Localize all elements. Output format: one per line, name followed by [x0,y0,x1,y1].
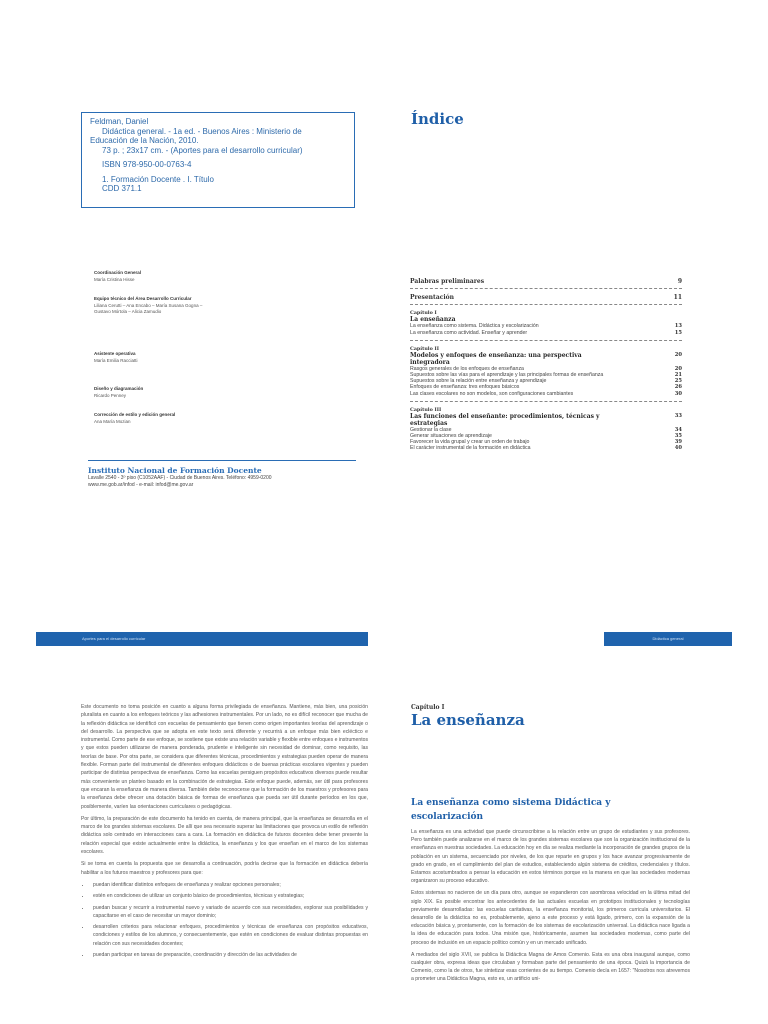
catalog-record [81,112,355,208]
toc-chapter [410,310,682,340]
toc-item-title: Rasgos generales de los enfoques de enseñanza [410,365,524,372]
toc-entry-page: 9 [677,278,682,285]
toc-item-title: Enfoques de enseñanza: tres enfoques básicos [410,384,520,391]
bullet-list [81,881,368,959]
toc-item[interactable] [410,330,682,336]
catalog-title: Didáctica general. - 1a ed. - Buenos Aires : Ministerio de [102,126,302,136]
toc-item-title: Supuestos sobre las vías para el aprendizaje y las principales formas de enseñanza [410,372,604,379]
institute-address: Lavalle 2540 - 3º piso (C1052AAF) - Ciudad de Buenos Aires. Teléfono: 4959-0200 [88,475,272,481]
toc-item-title: Favorecer la vida grupal y crear un orden de trabajo [410,439,530,446]
catalog-extent: 73 p. ; 23x17 cm. - (Aportes para el desarrollo curricular) [102,145,303,155]
toc-item-page: 40 [674,445,682,452]
body-text-left [81,703,368,962]
credit-block [94,270,141,283]
footer-series-title: Aportes para el desarrollo curricular [82,636,146,641]
toc-item[interactable] [410,445,682,451]
toc-item-page: 26 [674,384,682,391]
credit-label: Asistente operativa [94,351,136,356]
bullet-item: • puedan identificar distintos enfoques de enseñanza y realizar opciones personales; [91,881,368,889]
toc-item-title: La enseñanza como actividad. Enseñar y aprender [410,329,528,336]
credit-name: Ana María Mozian [94,418,131,424]
section-title: La enseñanza como sistema Didáctica y escolarización [411,798,611,822]
catalog-publisher: Educación de la Nación, 2010. [90,136,199,145]
credit-block [94,296,202,316]
toc-item-page: 15 [674,329,682,336]
toc-chapter-title: La enseñanza [410,316,456,324]
catalog-isbn: ISBN 978-950-00-0763-4 [102,160,192,169]
table-of-contents [410,276,682,452]
credit-name: Liliana Cerutti – Ana Encabo – María Susana Gogna – [94,302,203,308]
credit-block [94,386,143,399]
toc-chapter-title: Las funciones del enseñante: procedimientos, técnicas y estrategias [410,412,600,427]
credit-name: Ricardo Penney [94,392,127,398]
toc-chapter-page: 33 [674,412,682,419]
toc-entry[interactable] [410,292,682,305]
credit-name: María Emilia Racciatti [94,357,138,363]
catalog-subject: 1. Formación Docente . I. Título [102,174,214,184]
chapter-label: Capítulo I [411,704,445,711]
toc-chapter-heading[interactable] [410,352,682,366]
toc-chapter-page: 20 [674,351,682,358]
toc-item-title: Las clases escolares no son modelos, son configuraciones cambiantes [410,390,574,397]
index-title: Índice [411,110,464,128]
bullet-item: • estén en condiciones de utilizar un conjunto básico de procedimientos, técnicas y estrategias; [91,892,368,900]
toc-entry-page: 11 [673,294,682,302]
toc-item-title: Generar situaciones de aprendizaje [410,433,492,440]
toc-chapter-label: Capítulo II [410,345,439,352]
toc-item-page: 35 [674,433,682,440]
toc-item-page: 21 [674,372,682,379]
credit-label: Corrección de estilo y edición general [94,412,176,417]
chapter-title: La enseñanza [411,711,525,729]
bullet-item: • puedan participar en tareas de preparación, coordinación y dirección de las actividades de [91,951,368,959]
toc-item-title: Gestionar la clase [410,426,452,433]
bullet-item: • puedan buscar y recurrir a instrumental nuevo y variado de acuerdo con sus necesidades, explorar sus posibilidades y capacitarse en el caso de necesitar un mayor dominio; [91,904,368,921]
toc-chapter-label: Capítulo III [410,406,442,413]
credit-label: Diseño y diagramación [94,386,144,391]
bullet-item: • desarrollen criterios para relacionar enfoques, procedimientos y técnicas de enseñanza con propósitos educativos, condiciones y estilos de los alumnos, y consecuentemente, que estén en condiciones de evaluar distintas propuestas en relación con sus necesidades docentes; [91,923,368,948]
paragraph: La enseñanza es una actividad que puede circunscribirse a la relación entre un grupo de estudiantes y sus profesores. Pero también puede analizarse en el marco de los grandes sistemas escolares que son la organización institucional de la enseñanza en nuestras sociedades. La educación hoy en día se realiza mediante la incorporación de grandes grupos de la población en un sistema, secuenciado por niveles, de los que reparte en grupos y los hace avanzar progresivamente de grado en grado, en el cumplimiento del plan de estudios, estableciendo algún sistema de créditos, credenciales y títulos. Estamos acostumbrados a pensar la educación en estos términos porque es la manera en que las sociedades modernas organizaron su proceso educativo. [411,829,690,885]
credit-block [94,351,138,364]
institute-name: Instituto Nacional de Formación Docente [88,466,262,475]
credit-block [94,412,175,425]
toc-item-title: El carácter instrumental de la formación en didáctica [410,445,531,452]
credit-name: Gustavo Mórtola – Alicia Zamudio [94,309,162,314]
body-text-right [411,828,690,988]
paragraph: Por último, la preparación de este documento ha tenido en cuenta, de manera principal, que la enseñanza se desarrolla en el marco de los grandes sistemas escolares. De allí que sea necesario superar las limitaciones que provoca un estilo de reflexión didáctica solo centrado en interacciones cara a cara. La formación en didáctica de futuros docentes debe tener presente la relación especial que existe actualmente entre la didáctica, la enseñanza y los que enseñan en el marco de los sistemas escolares. [81,815,368,856]
catalog-author: Feldman, Daniel [90,117,149,126]
toc-item-title: La enseñanza como sistema. Didáctica y escolarización [410,323,539,330]
toc-item-page: 39 [674,439,682,446]
toc-chapter-title: Modelos y enfoques de enseñanza: una perspectiva integradora [410,351,582,366]
toc-item-title: Supuestos sobre la relación entre enseñanza y aprendizaje [410,378,547,385]
toc-entry-title: Presentación [410,294,455,302]
footer-bar-right [604,632,732,646]
paragraph: Este documento no toma posición en cuanto a alguna forma privilegiada de enseñanza. Mantiene, más bien, una posición pluralista en cuanto a los enfoques teóricos y las adhesiones instrumentales. Por un lado, no es difícil reconocer que mucha de la reflexión didáctica se identificó con escuelas de pensamiento que tienen como origen importantes teorías del aprendizaje o del desarrollo. La perspectiva que se adopta en este texto será diferente y recurrirá a un enfoque más bien ecléctico e instrumental. Como parte de ese enfoque, se sostiene que existe una relación variable y flexible entre enfoques e instrumentos y que estos pueden utilizarse de manera ponderada, prudente e inteligente sin necesidad de dominar, como requisito, las teorías de base. Por otra parte, se considera que diferentes técnicas, procedimientos y estrategias pueden operar de manera flexible. Forman parte del instrumental de diferentes enfoques didácticos o de buenas prácticas escolares vigentes y pueden participar de distintas perspectivas de enseñanza. Como las escuelas persiguen propósitos educativos diversos puede resultar más conveniente un planteo basado en la combinación de estrategias. Este enfoque puede, además, ser útil para profesores que encaran la enseñanza de manera diversa. También debe reconocerse que la formación de los maestros y profesores para la enseñanza debe ofrecer una dotación básica de formas de enseñanza que pueda ser útil durante períodos en los que, posiblemente, varíen las orientaciones curriculares o pedagógicas. [81,704,368,810]
toc-entry-title: Palabras preliminares [410,278,485,285]
toc-item-page: 34 [674,426,682,433]
credit-name: María Cristina Hisse [94,276,135,282]
catalog-cdd: CDD 371.1 [102,184,142,193]
toc-item-page: 20 [674,365,682,372]
toc-chapter-heading[interactable] [410,316,682,323]
toc-chapter [410,346,682,402]
footer-book-title: Didáctica general [652,636,684,641]
toc-chapter-label: Capítulo I [410,310,437,317]
toc-chapter-heading[interactable] [410,413,682,427]
paragraph: A mediados del siglo XVII, se publica la Didáctica Magna de Amos Comenio. Esta es una obra inaugural aunque, como cualquier obra, expresa ideas que circulaban y formaban parte del pensamiento de una época. Quizá la importancia de Comenio, como la de otros, fue sintetizar esas corrientes de su tiempo. Comenio decía en 1657: "Nosotros nos atrevemos a prometer una Didáctica Magna, esto es, un artificio uni- [411,951,690,983]
institute-web: www.me.gob.ar/infod - e-mail: infod@me.gov.ar [88,482,194,488]
toc-item-page: 25 [674,378,682,385]
institute-block [88,460,356,489]
toc-chapter [410,407,682,452]
toc-item-page: 30 [674,390,682,397]
toc-item-page: 13 [674,323,682,330]
toc-entry[interactable] [410,276,682,289]
footer-bar-left [36,632,368,646]
paragraph: Estos sistemas no nacieron de un día para otro, aunque se expandieron con asombrosa velocidad en la última mitad del siglo XIX. Es posible encontrar los antecedentes de las actuales escuelas en prototipos institucionales y tecnologías previamente desarrolladas: las escuelas caritativas, la enseñanza monitorial, los primeros curricula universitarios. El desarrollo de la didáctica no es, probablemente, ajeno a este proceso y está ligado, primero, con la expansión de la educación básica y, prontamente, con la formación de los sistemas de escolarización universal. La didáctica nace ligada a la idea de educación para todos. Una misión que, históricamente, asumen las sociedades modernas, como parte del proceso de inclusión en un espacio político común y en un mercado unificado. [411,890,690,946]
credit-label: Equipo técnico del Área Desarrollo Curricular [94,296,192,301]
paragraph: Si se toma en cuenta la propuesta que se desarrolla a continuación, podría decirse que la formación en didáctica debería habilitar a los futuros maestros y profesores para que: [81,861,368,876]
toc-item[interactable] [410,391,682,397]
credit-label: Coordinación General [94,270,142,275]
